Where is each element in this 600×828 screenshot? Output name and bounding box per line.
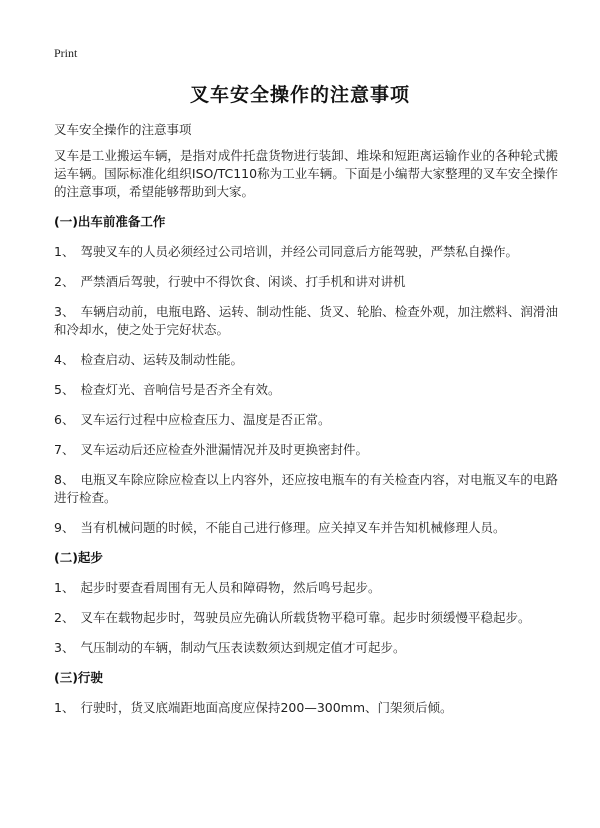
item-text: 严禁酒后驾驶，行驶中不得饮食、闲谈、打手机和讲对讲机 xyxy=(80,274,406,289)
item-number: 1、 xyxy=(54,580,75,595)
item-number: 6、 xyxy=(54,412,75,427)
list-item xyxy=(54,351,558,369)
item-number: 1、 xyxy=(54,244,75,259)
item-text: 起步时要查看周围有无人员和障碍物，然后鸣号起步。 xyxy=(80,580,381,595)
item-number: 2、 xyxy=(54,274,75,289)
list-item xyxy=(54,243,558,261)
item-number: 1、 xyxy=(54,700,75,715)
section-heading: (二)起步 xyxy=(54,550,103,565)
list-item xyxy=(54,639,558,657)
item-number: 3、 xyxy=(54,640,75,655)
section-heading: (一)出车前准备工作 xyxy=(54,214,166,229)
list-item xyxy=(54,381,558,399)
list-item xyxy=(54,699,558,717)
print-link[interactable]: Print xyxy=(54,46,78,60)
intro-paragraph: 叉车是工业搬运车辆，是指对成件托盘货物进行装卸、堆垛和短距离运输作业的各种轮式搬运车辆。国际标准化组织ISO/TC110称为工业车辆。下面是小编帮大家整理的叉车安全操作的注意事项，希望能够帮助到大家。 xyxy=(54,148,558,199)
list-item xyxy=(54,609,558,627)
item-text: 当有机械问题的时候，不能自己进行修理。应关掉叉车并告知机械修理人员。 xyxy=(80,520,506,535)
list-item xyxy=(54,579,558,597)
list-item xyxy=(54,519,558,537)
sections-container xyxy=(54,213,558,717)
item-number: 7、 xyxy=(54,442,75,457)
item-number: 8、 xyxy=(54,472,75,487)
list-item xyxy=(54,273,558,291)
item-text: 叉车在载物起步时，驾驶员应先确认所载货物平稳可靠。起步时须缓慢平稳起步。 xyxy=(80,610,531,625)
article-body xyxy=(54,147,558,729)
section-heading: (三)行驶 xyxy=(54,670,103,685)
item-text: 叉车运行过程中应检查压力、温度是否正常。 xyxy=(80,412,331,427)
list-item xyxy=(54,303,558,339)
list-item xyxy=(54,411,558,429)
item-text: 电瓶叉车除应除应检查以上内容外，还应按电瓶车的有关检查内容，对电瓶叉车的电路进行检查。 xyxy=(54,472,558,505)
item-text: 检查灯光、音响信号是否齐全有效。 xyxy=(80,382,281,397)
item-text: 车辆启动前，电瓶电路、运转、制动性能、货叉、轮胎、检查外观，加注燃料、润滑油和冷却水，使之处于完好状态。 xyxy=(54,304,558,337)
item-text: 驾驶叉车的人员必须经过公司培训，并经公司同意后方能驾驶，严禁私自操作。 xyxy=(80,244,518,259)
page-title: 叉车安全操作的注意事项 xyxy=(189,84,410,106)
list-item xyxy=(54,441,558,459)
item-number: 3、 xyxy=(54,304,75,319)
item-number: 9、 xyxy=(54,520,75,535)
item-text: 叉车运动后还应检查外泄漏情况并及时更换密封件。 xyxy=(80,442,368,457)
item-text: 检查启动、运转及制动性能。 xyxy=(80,352,243,367)
item-number: 2、 xyxy=(54,610,75,625)
item-text: 行驶时，货叉底端距地面高度应保持200—300mm、门架须后倾。 xyxy=(80,700,453,715)
item-number: 4、 xyxy=(54,352,75,367)
item-number: 5、 xyxy=(54,382,75,397)
item-text: 气压制动的车辆，制动气压表读数须达到规定值才可起步。 xyxy=(80,640,406,655)
article-subtitle: 叉车安全操作的注意事项 xyxy=(54,122,192,137)
list-item xyxy=(54,471,558,507)
